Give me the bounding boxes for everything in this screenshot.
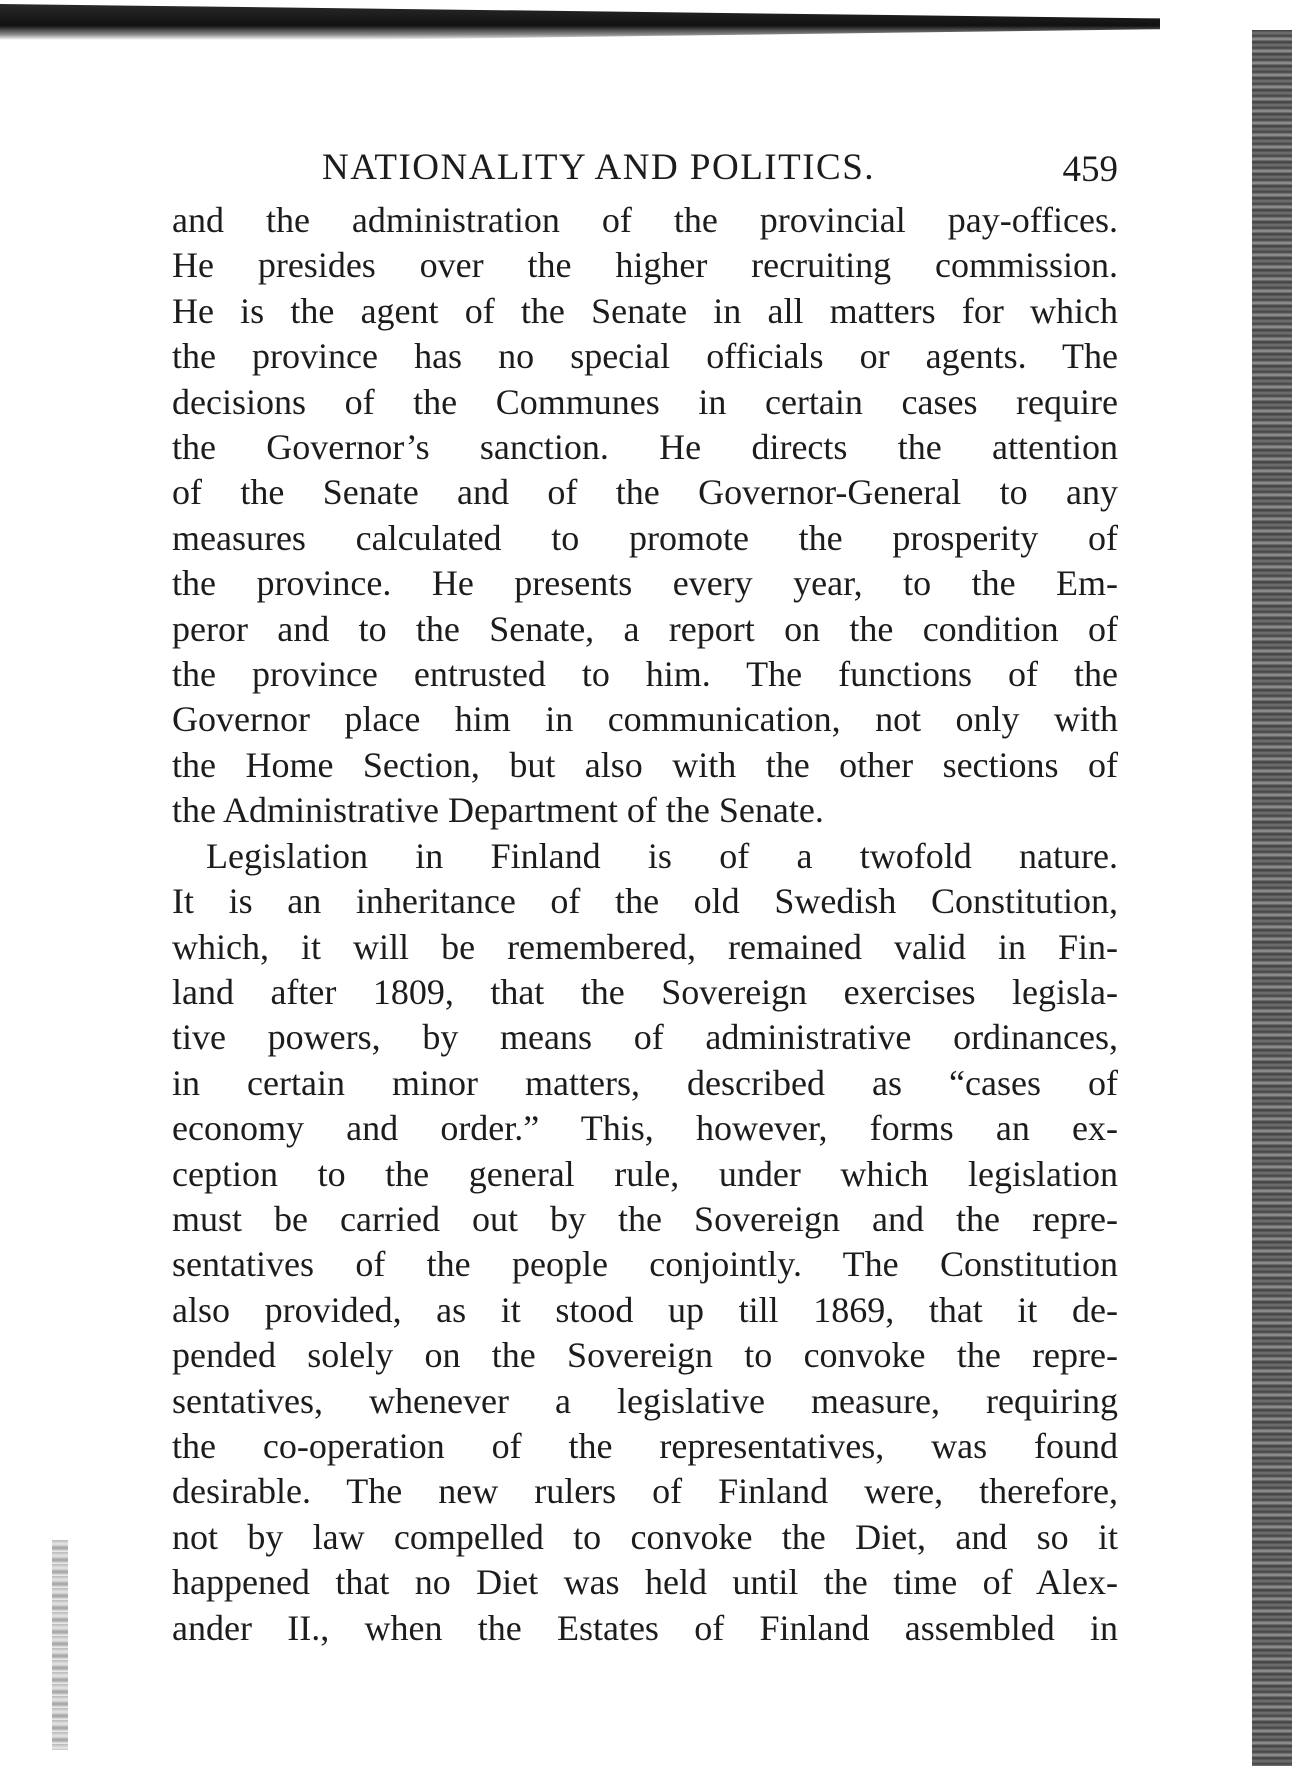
text-line: the province has no special officials or agents. The: [172, 336, 1118, 377]
text-line: decisions of the Communes in certain cases require: [172, 381, 1118, 422]
book-page: [172, 140, 1118, 1651]
text-line: measures calculated to promote the prosperity of: [172, 517, 1118, 558]
text-line: He presides over the higher recruiting commission.: [172, 245, 1118, 286]
text-line: It is an inheritance of the old Swedish Constitution,: [172, 881, 1118, 922]
text-line: pended solely on the Sovereign to convoke the repre-: [172, 1335, 1118, 1376]
text-line: and the administration of the provincial pay-offices.: [172, 200, 1118, 240]
text-line: the Home Section, but also with the other sections of: [172, 744, 1118, 785]
text-line: sentatives of the people conjointly. The Constitution: [172, 1244, 1118, 1285]
text-line: happened that no Diet was held until the time of Alex-: [172, 1562, 1118, 1603]
text-line: must be carried out by the Sovereign and the repre-: [172, 1198, 1118, 1239]
text-line: sentatives, whenever a legislative measure, requiring: [172, 1380, 1118, 1421]
text-line: economy and order.” This, however, forms an ex-: [172, 1108, 1118, 1149]
paragraph-2: [172, 834, 1118, 1651]
scan-edge-top: [0, 4, 1160, 40]
scan-edge-left: [52, 1540, 68, 1750]
text-line: in certain minor matters, described as “cases of: [172, 1062, 1118, 1103]
scan-edge-right: [1252, 30, 1292, 1766]
text-line: land after 1809, that the Sovereign exercises legisla-: [172, 971, 1118, 1012]
paragraph-1: [172, 198, 1118, 834]
text-line: tive powers, by means of administrative ordinances,: [172, 1017, 1118, 1058]
running-head: [172, 140, 1118, 198]
page-number: 459: [1062, 149, 1118, 190]
text-line: the province. He presents every year, to the Em-: [172, 563, 1118, 604]
text-line: peror and to the Senate, a report on the condition of: [172, 608, 1118, 649]
text-line: not by law compelled to convoke the Diet, and so it: [172, 1516, 1118, 1557]
text-line: the Governor’s sanction. He directs the attention: [172, 427, 1118, 468]
text-line: desirable. The new rulers of Finland were, therefore,: [172, 1471, 1118, 1512]
text-line: ception to the general rule, under which legislation: [172, 1153, 1118, 1194]
text-line: Governor place him in communication, not only with: [172, 699, 1118, 740]
text-line: also provided, as it stood up till 1869, that it de-: [172, 1289, 1118, 1330]
text-line: the Administrative Department of the Senate.: [172, 790, 824, 831]
text-line: Legislation in Finland is of a twofold nature.: [206, 835, 1118, 876]
text-line: He is the agent of the Senate in all matters for which: [172, 290, 1118, 331]
running-title: NATIONALITY AND POLITICS.: [322, 147, 876, 188]
text-line: of the Senate and of the Governor-General to any: [172, 472, 1118, 513]
text-line: ander II., when the Estates of Finland assembled in: [172, 1607, 1118, 1648]
text-line: the co-operation of the representatives, was found: [172, 1425, 1118, 1466]
text-line: which, it will be remembered, remained valid in Fin-: [172, 926, 1118, 967]
text-line: the province entrusted to him. The functions of the: [172, 654, 1118, 695]
